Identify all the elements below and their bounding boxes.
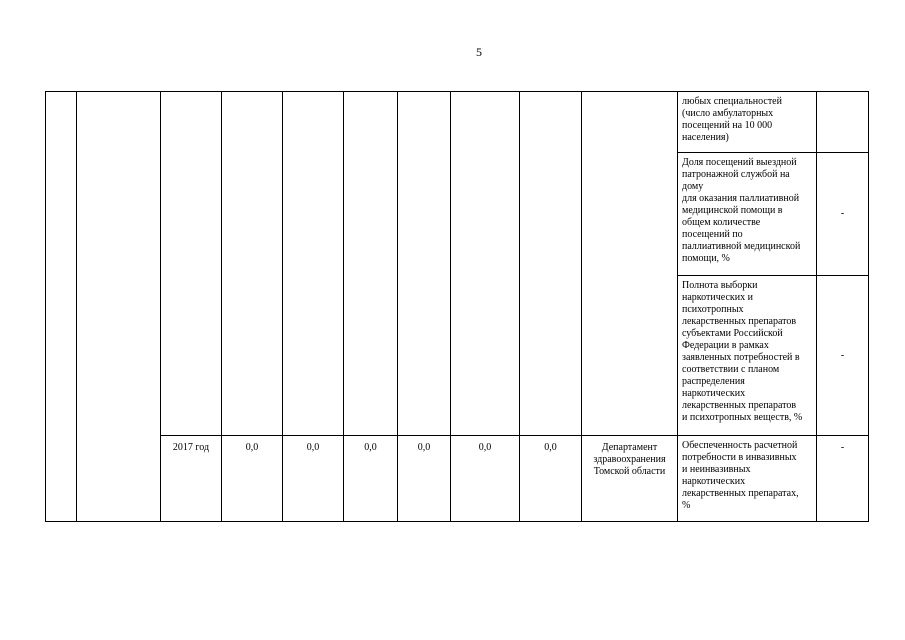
empty-cell <box>344 92 398 436</box>
amount-cell: 0,0 <box>520 436 582 522</box>
value-cell: - <box>817 436 869 522</box>
indicator-cell: Доля посещений выездной патронажной службой на дому для оказания паллиативной медицинской помощи в общем количестве посещений по паллиативной медицинской помощи, % <box>678 153 817 276</box>
amount-cell: 0,0 <box>398 436 451 522</box>
indicator-cell: Обеспеченность расчетной потребности в инвазивных и неинвазивных наркотических лекарственных препаратах, % <box>678 436 817 522</box>
indicator-cell: любых специальностей (число амбулаторных посещений на 10 000 населения) <box>678 92 817 153</box>
year-cell: 2017 год <box>161 436 222 522</box>
amount-cell: 0,0 <box>344 436 398 522</box>
empty-cell <box>222 92 283 436</box>
program-table <box>45 91 869 522</box>
empty-cell <box>283 92 344 436</box>
empty-cell <box>451 92 520 436</box>
task-cell <box>77 92 161 522</box>
empty-cell <box>520 92 582 436</box>
amount-cell: 0,0 <box>283 436 344 522</box>
number-cell <box>46 92 77 522</box>
amount-cell: 0,0 <box>222 436 283 522</box>
amount-cell: 0,0 <box>451 436 520 522</box>
table-row <box>46 92 869 153</box>
empty-cell <box>161 92 222 436</box>
value-cell <box>817 92 869 153</box>
indicator-cell: Полнота выборки наркотических и психотропных лекарственных препаратов субъектами Российской Федерации в рамках заявленных потребностей в соответствии с планом распределения наркотических лекарственных препаратов и психотропных веществ, % <box>678 276 817 436</box>
value-cell: - <box>817 153 869 276</box>
table-row <box>46 436 869 522</box>
value-cell: - <box>817 276 869 436</box>
department-cell: Департамент здравоохранения Томской области <box>582 436 678 522</box>
empty-cell <box>398 92 451 436</box>
empty-cell <box>582 92 678 436</box>
page-number: 5 <box>476 45 482 59</box>
